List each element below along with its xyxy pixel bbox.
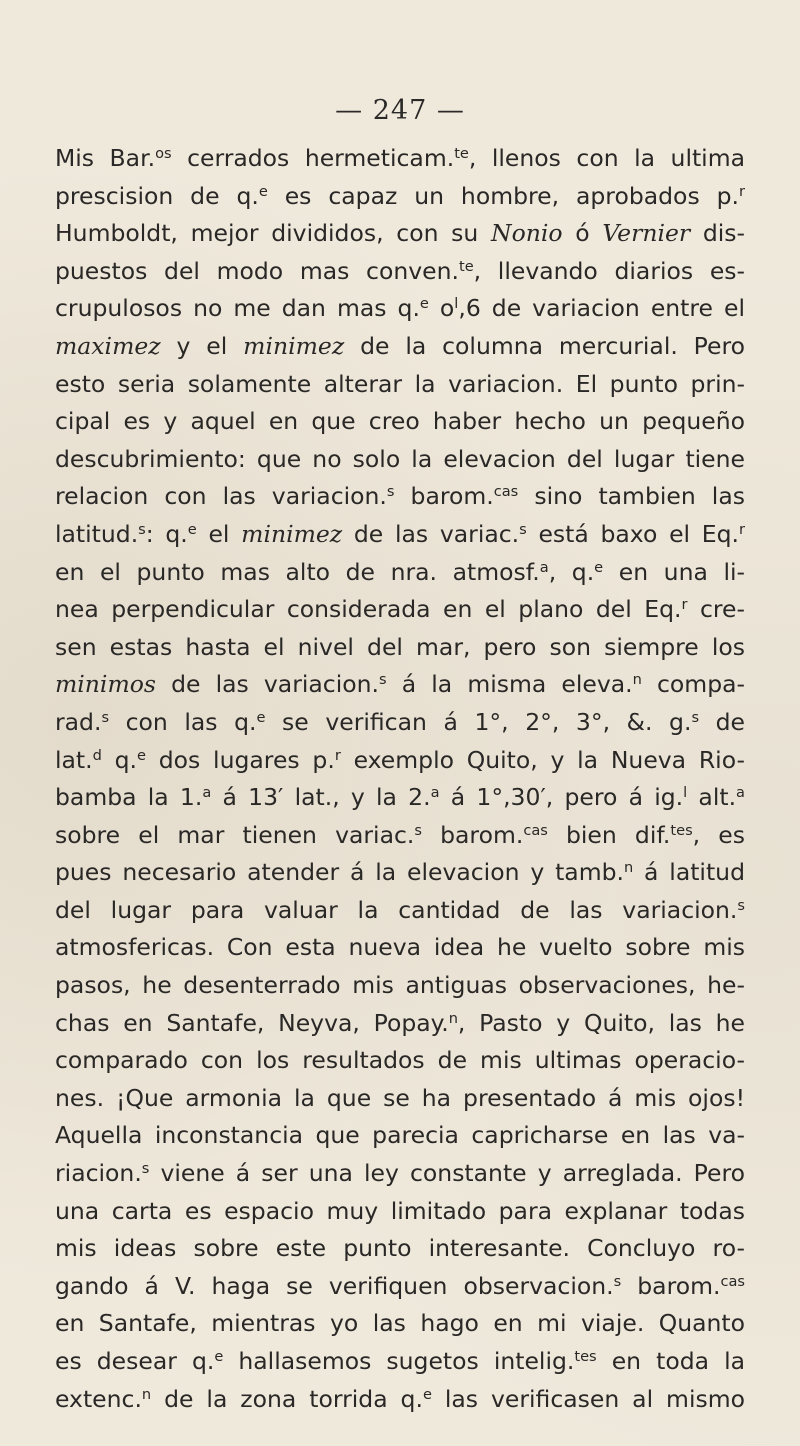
text-line: es desear q.$^e$ hallasemos sugetos intelig.$^{tes}$ en toda la (55, 1347, 746, 1375)
text-line: sobre el mar tienen variac.$^s$ barom.$^{cas}$ bien dif.$^{tes}$, es (55, 820, 745, 849)
italic-term: minimez (243, 331, 345, 360)
text-line: prescision de q.$^e$ es capaz un hombre, aprobados p.$^r$ (55, 181, 745, 210)
text-line: riacion.$^s$ viene á ser una ley constante y arreglada. Pero (55, 1159, 745, 1188)
text-line: esto seria solamente alterar la variacion. El punto prin- (55, 369, 745, 398)
text-line: Humboldt, mejor divididos, con su Nonio ó Vernier dis- (55, 219, 745, 248)
italic-term: Vernier (602, 219, 691, 248)
text-line: extenc.$^n$ de la zona torrida q.$^e$ las verificasen al mismo (55, 1384, 745, 1413)
text-line: cipal es y aquel en que creo haber hecho un pequeño (55, 407, 745, 436)
text-line: pasos, he desenterrado mis antiguas observaciones, he- (55, 971, 745, 1000)
text-line: mis ideas sobre este punto interesante. Concluyo ro- (55, 1234, 745, 1263)
text-line: Aquella inconstancia que parecia capricharse en las va- (55, 1121, 745, 1150)
page-number: — 247 — (335, 95, 465, 126)
text-line: del lugar para valuar la cantidad de las variacion.$^s$ (55, 895, 745, 924)
italic-term: maximez (55, 331, 161, 360)
text-line: bamba la 1.$^a$ á 13′ lat., y la 2.$^a$ á 1°,30′, pero á ig.$^l$ alt.$^a$ (55, 783, 745, 812)
letter-body-text (55, 140, 745, 1418)
text-line: pues necesario atender á la elevacion y tamb.$^n$ á latitud (55, 858, 745, 887)
text-line: crupulosos no me dan mas q.$^e$ $o^l,6$ de variacion entre el (55, 294, 745, 323)
text-line: Mis Bar.$^{os}$ cerrados hermeticam.$^{te}$, llenos con la ultima (55, 144, 746, 172)
text-line: relacion con las variacion.$^s$ barom.$^{cas}$ sino tambien las (55, 482, 745, 511)
text-line: una carta es espacio muy limitado para explanar todas (55, 1196, 745, 1225)
italic-term: minimos (55, 670, 156, 699)
text-line: descubrimiento: que no solo la elevacion del lugar tiene (55, 444, 745, 473)
text-line: minimos de las variacion.$^s$ á la misma eleva.$^n$ compa- (55, 670, 745, 699)
text-line: nea perpendicular considerada en el plano del Eq.$^r$ cre- (55, 595, 745, 624)
text-line: sen estas hasta el nivel del mar, pero son siempre los (55, 632, 745, 661)
text-line: gando á V. haga se verifiquen observacion.$^s$ barom.$^{cas}$ (55, 1271, 745, 1300)
text-line: en Santafe, mientras yo las hago en mi viaje. Quanto (55, 1309, 745, 1338)
text-line: puestos del modo mas conven.$^{te}$, llevando diarios es- (55, 256, 746, 285)
text-line: maximez y el minimez de la columna mercurial. Pero (55, 331, 746, 360)
italic-term: minimez (241, 519, 343, 548)
text-line: en el punto mas alto de nra. atmosf.$^a$, q.$^e$ en una li- (55, 557, 745, 586)
text-line: nes. ¡Que armonia la que se ha presentado á mis ojos! (55, 1083, 745, 1112)
text-line: rad.$^s$ con las q.$^e$ se verifican á 1°, 2°, 3°, &. g.$^s$ de (55, 707, 745, 736)
text-line: lat.$^d$ q.$^e$ dos lugares p.$^r$ exemplo Quito, y la Nueva Rio- (55, 745, 745, 774)
text-line: chas en Santafe, Neyva, Popay.$^n$, Pasto y Quito, las he (55, 1008, 745, 1037)
text-line: atmosfericas. Con esta nueva idea he vuelto sobre mis (55, 933, 745, 962)
italic-term: Nonio (491, 219, 563, 248)
text-line: comparado con los resultados de mis ultimas operacio- (55, 1046, 745, 1075)
text-line: latitud.$^s$: q.$^e$ el minimez de las variac.$^s$ está baxo el Eq.$^r$ (55, 519, 745, 548)
